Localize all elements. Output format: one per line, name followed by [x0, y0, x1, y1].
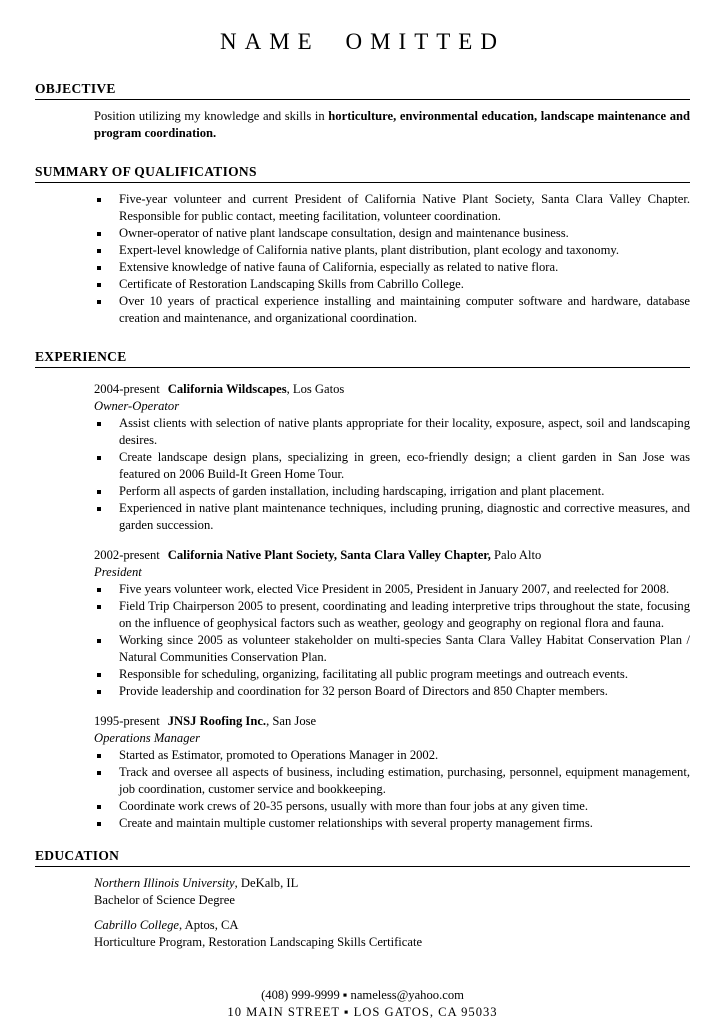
list-item — [94, 225, 690, 242]
bullet-icon — [97, 249, 101, 253]
bullet-icon — [97, 490, 101, 494]
list-item — [94, 500, 690, 534]
list-item — [94, 449, 690, 483]
job-bullet-list — [94, 581, 690, 700]
bullet-icon — [97, 456, 101, 460]
job-company: JNSJ Roofing Inc. — [167, 714, 267, 728]
contact-address: 10 MAIN STREET ▪ LOS GATOS, CA 95033 — [227, 1005, 498, 1019]
bullet-icon — [97, 690, 101, 694]
bullet-icon — [97, 822, 101, 826]
bullet-text: Certificate of Restoration Landscaping Skills from Cabrillo College. — [119, 277, 464, 291]
bullet-text: Provide leadership and coordination for 32 person Board of Directors and 850 Chapter members. — [119, 684, 608, 698]
bullet-icon — [97, 588, 101, 592]
list-item — [94, 598, 690, 632]
list-item — [94, 259, 690, 276]
contact-phone-email: (408) 999-9999 ▪ nameless@yahoo.com — [261, 988, 464, 1002]
objective-text — [94, 108, 690, 142]
objective-lead: Position utilizing my knowledge and skills in — [94, 109, 329, 123]
job-role: Owner-Operator — [94, 399, 180, 413]
education-heading: EDUCATION — [35, 848, 690, 867]
bullet-icon — [97, 300, 101, 304]
bullet-icon — [97, 805, 101, 809]
bullet-text: Expert-level knowledge of California native plants, plant distribution, plant ecology and taxonomy. — [119, 243, 620, 257]
job-dates: 2002-present — [94, 548, 160, 562]
bullet-text: Working since 2005 as volunteer stakeholder on multi-species Santa Clara Valley Habitat Conservation Plan / Natural Communities Conservation Plan. — [119, 633, 690, 664]
school-location: , Aptos, CA — [179, 918, 239, 932]
list-item — [94, 666, 690, 683]
job-heading — [94, 713, 690, 730]
job-entry — [94, 381, 690, 415]
school-location: , DeKalb, IL — [234, 876, 299, 890]
list-item — [94, 191, 690, 225]
bullet-icon — [97, 771, 101, 775]
list-item — [94, 683, 690, 700]
section-education — [35, 848, 690, 951]
list-item — [94, 293, 690, 327]
bullet-text: Five years volunteer work, elected Vice President in 2005, President in January 2007, and reelected for 2008. — [119, 582, 670, 596]
job-location: , Los Gatos — [286, 382, 345, 396]
bullet-text: Perform all aspects of garden installation, including hardscaping, irrigation and plant placement. — [119, 484, 605, 498]
list-item — [94, 764, 690, 798]
bullet-text: Extensive knowledge of native fauna of California, especially as related to native flora. — [119, 260, 559, 274]
job-heading — [94, 547, 690, 564]
section-objective — [35, 81, 690, 142]
bullet-text: Coordinate work crews of 20-35 persons, usually with more than four jobs at any given time. — [119, 799, 589, 813]
bullet-text: Create landscape design plans, specializing in green, eco-friendly design; a client garden in San Jose was featured on 2006 Build-It Green Home Tour. — [119, 450, 690, 481]
school-heading — [94, 917, 690, 934]
bullet-icon — [97, 639, 101, 643]
school-name: Cabrillo College — [94, 918, 180, 932]
bullet-text: Assist clients with selection of native plants appropriate for their locality, exposure, aspect, soil and landscaping desires. — [119, 416, 690, 447]
school-detail: Horticulture Program, Restoration Landscaping Skills Certificate — [94, 935, 423, 949]
job-location: , San Jose — [266, 714, 317, 728]
summary-heading: SUMMARY OF QUALIFICATIONS — [35, 164, 690, 183]
bullet-icon — [97, 754, 101, 758]
bullet-icon — [97, 283, 101, 287]
bullet-text: Five-year volunteer and current President of California Native Plant Society, Santa Clara Valley Chapter. Responsible for public contact, meeting facilitation, volunteer coordination. — [119, 192, 690, 223]
contact-footer — [35, 987, 690, 1021]
school-detail: Bachelor of Science Degree — [94, 893, 235, 907]
job-location: Palo Alto — [490, 548, 542, 562]
list-item — [94, 815, 690, 832]
bullet-text: Over 10 years of practical experience installing and maintaining computer software and hardware, database creation and maintenance, and organizational coordination. — [119, 294, 690, 325]
bullet-icon — [97, 507, 101, 511]
job-role: Operations Manager — [94, 731, 200, 745]
job-bullet-list — [94, 415, 690, 534]
list-item — [94, 415, 690, 449]
bullet-text: Responsible for scheduling, organizing, facilitating all public program meetings and outreach events. — [119, 667, 628, 681]
school-entry — [94, 917, 690, 951]
job-entry — [94, 547, 690, 581]
list-item — [94, 798, 690, 815]
list-item — [94, 632, 690, 666]
bullet-text: Started as Estimator, promoted to Operations Manager in 2002. — [119, 748, 439, 762]
list-item — [94, 483, 690, 500]
list-item — [94, 276, 690, 293]
job-heading — [94, 381, 690, 398]
bullet-icon — [97, 422, 101, 426]
job-company: California Wildscapes — [167, 382, 287, 396]
bullet-text: Track and oversee all aspects of business, including estimation, purchasing, personnel, equipment management, job coordination, customer service and bookkeeping. — [119, 765, 690, 796]
bullet-icon — [97, 605, 101, 609]
school-entry — [94, 875, 690, 909]
school-heading — [94, 875, 690, 892]
bullet-text: Create and maintain multiple customer relationships with several property management firms. — [119, 816, 593, 830]
page-title: NAME OMITTED — [220, 29, 505, 54]
section-experience — [35, 349, 690, 832]
experience-heading: EXPERIENCE — [35, 349, 690, 368]
job-role: President — [94, 565, 142, 579]
objective-heading: OBJECTIVE — [35, 81, 690, 100]
bullet-text: Experienced in native plant maintenance techniques, including pruning, diagnostic and corrective measures, and garden succession. — [119, 501, 690, 532]
job-dates: 2004-present — [94, 382, 160, 396]
bullet-icon — [97, 673, 101, 677]
section-summary — [35, 164, 690, 327]
job-entry — [94, 713, 690, 747]
job-company: California Native Plant Society, Santa Clara Valley Chapter, — [167, 548, 491, 562]
list-item — [94, 747, 690, 764]
bullet-icon — [97, 198, 101, 202]
school-name: Northern Illinois University — [94, 876, 235, 890]
job-bullet-list — [94, 747, 690, 832]
bullet-icon — [97, 266, 101, 270]
bullet-text: Field Trip Chairperson 2005 to present, coordinating and leading interpretive trips throughout the state, focusing on the influence of geophysical factors such as weather, geology and geography on regional flora and fauna. — [119, 599, 690, 630]
list-item — [94, 581, 690, 598]
objective-emphasis: horticulture, environmental education, landscape maintenance and program coordination. — [94, 109, 690, 140]
bullet-icon — [97, 232, 101, 236]
list-item — [94, 242, 690, 259]
summary-bullet-list — [94, 191, 690, 327]
job-dates: 1995-present — [94, 714, 160, 728]
bullet-text: Owner-operator of native plant landscape consultation, design and maintenance business. — [119, 226, 569, 240]
